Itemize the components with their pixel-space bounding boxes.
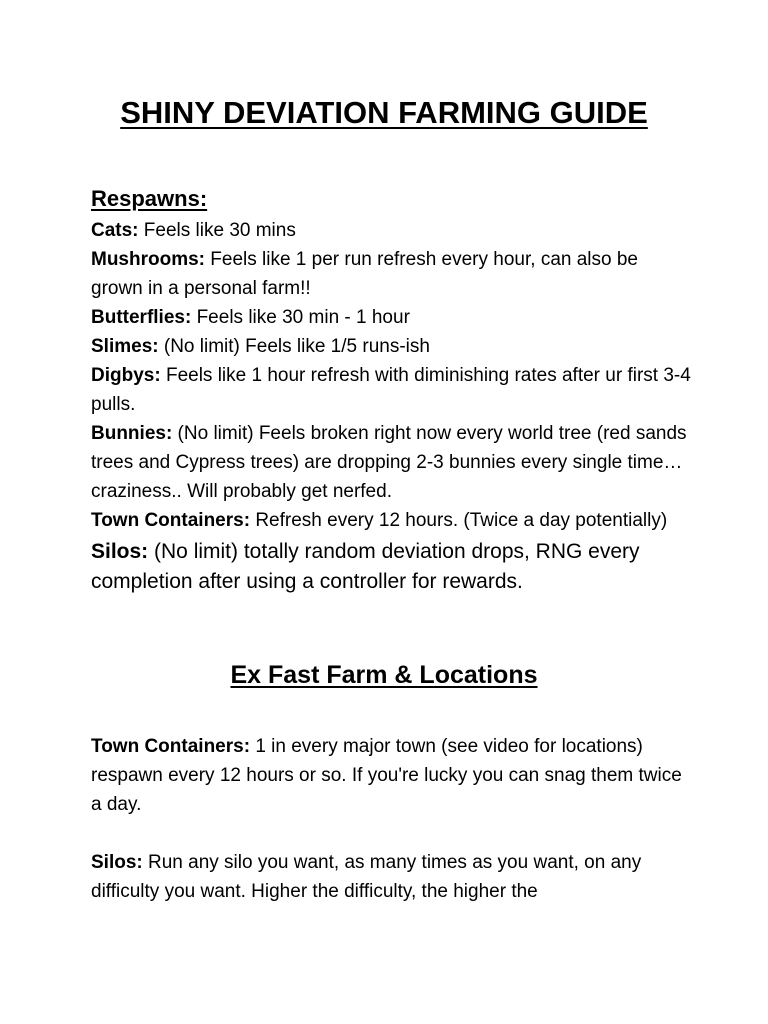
entry-label: Silos: bbox=[91, 540, 149, 563]
entry-text: (No limit) Feels broken right now every world tree (red sands trees and Cypress trees) are dropping 2-3 bunnies every single time… craziness.. Will probably get nerfed. bbox=[91, 423, 687, 502]
entry-text: (No limit) Feels like 1/5 runs-ish bbox=[158, 336, 430, 357]
respawn-entry-digbys bbox=[91, 361, 691, 419]
entry-text: Refresh every 12 hours. (Twice a day potentially) bbox=[250, 510, 668, 531]
respawn-entry-bunnies bbox=[91, 419, 691, 506]
respawn-entry-cats bbox=[91, 216, 691, 245]
entry-label: Butterflies: bbox=[91, 307, 192, 328]
entry-label: Town Containers: bbox=[91, 510, 251, 531]
respawns-heading: Respawns: bbox=[91, 186, 208, 211]
entry-text: Feels like 1 hour refresh with diminishing rates after ur first 3-4 pulls. bbox=[91, 365, 691, 415]
respawn-entry-butterflies bbox=[91, 303, 691, 332]
paragraph-text: Run any silo you want, as many times as you want, on any difficulty you want. Higher the difficulty, the higher the bbox=[91, 852, 642, 902]
location-paragraph-town-containers bbox=[91, 732, 691, 819]
respawn-entry-mushrooms bbox=[91, 245, 691, 303]
fast-farm-heading: Ex Fast Farm & Locations bbox=[230, 661, 538, 689]
locations-section bbox=[91, 732, 691, 935]
respawn-entry-silos bbox=[91, 537, 691, 597]
entry-label: Cats: bbox=[91, 220, 139, 241]
paragraph-label: Town Containers: bbox=[91, 736, 251, 757]
entry-label: Digbys: bbox=[91, 365, 161, 386]
respawns-list bbox=[91, 216, 691, 597]
respawn-entry-town-containers bbox=[91, 506, 691, 535]
entry-label: Bunnies: bbox=[91, 423, 173, 444]
paragraph-text: 1 in every major town (see video for locations) respawn every 12 hours or so. If you're lucky you can snag them twice a day. bbox=[91, 736, 682, 815]
entry-label: Mushrooms: bbox=[91, 249, 205, 270]
entry-label: Slimes: bbox=[91, 336, 159, 357]
paragraph-label: Silos: bbox=[91, 852, 143, 873]
document-title: SHINY DEVIATION FARMING GUIDE bbox=[120, 95, 648, 130]
entry-text: Feels like 30 min - 1 hour bbox=[191, 307, 410, 328]
entry-text: (No limit) totally random deviation drops, RNG every completion after using a controller for rewards. bbox=[91, 540, 640, 593]
location-paragraph-silos bbox=[91, 848, 691, 906]
respawn-entry-slimes bbox=[91, 332, 691, 361]
entry-text: Feels like 30 mins bbox=[138, 220, 296, 241]
entry-text: Feels like 1 per run refresh every hour, can also be grown in a personal farm!! bbox=[91, 249, 639, 299]
